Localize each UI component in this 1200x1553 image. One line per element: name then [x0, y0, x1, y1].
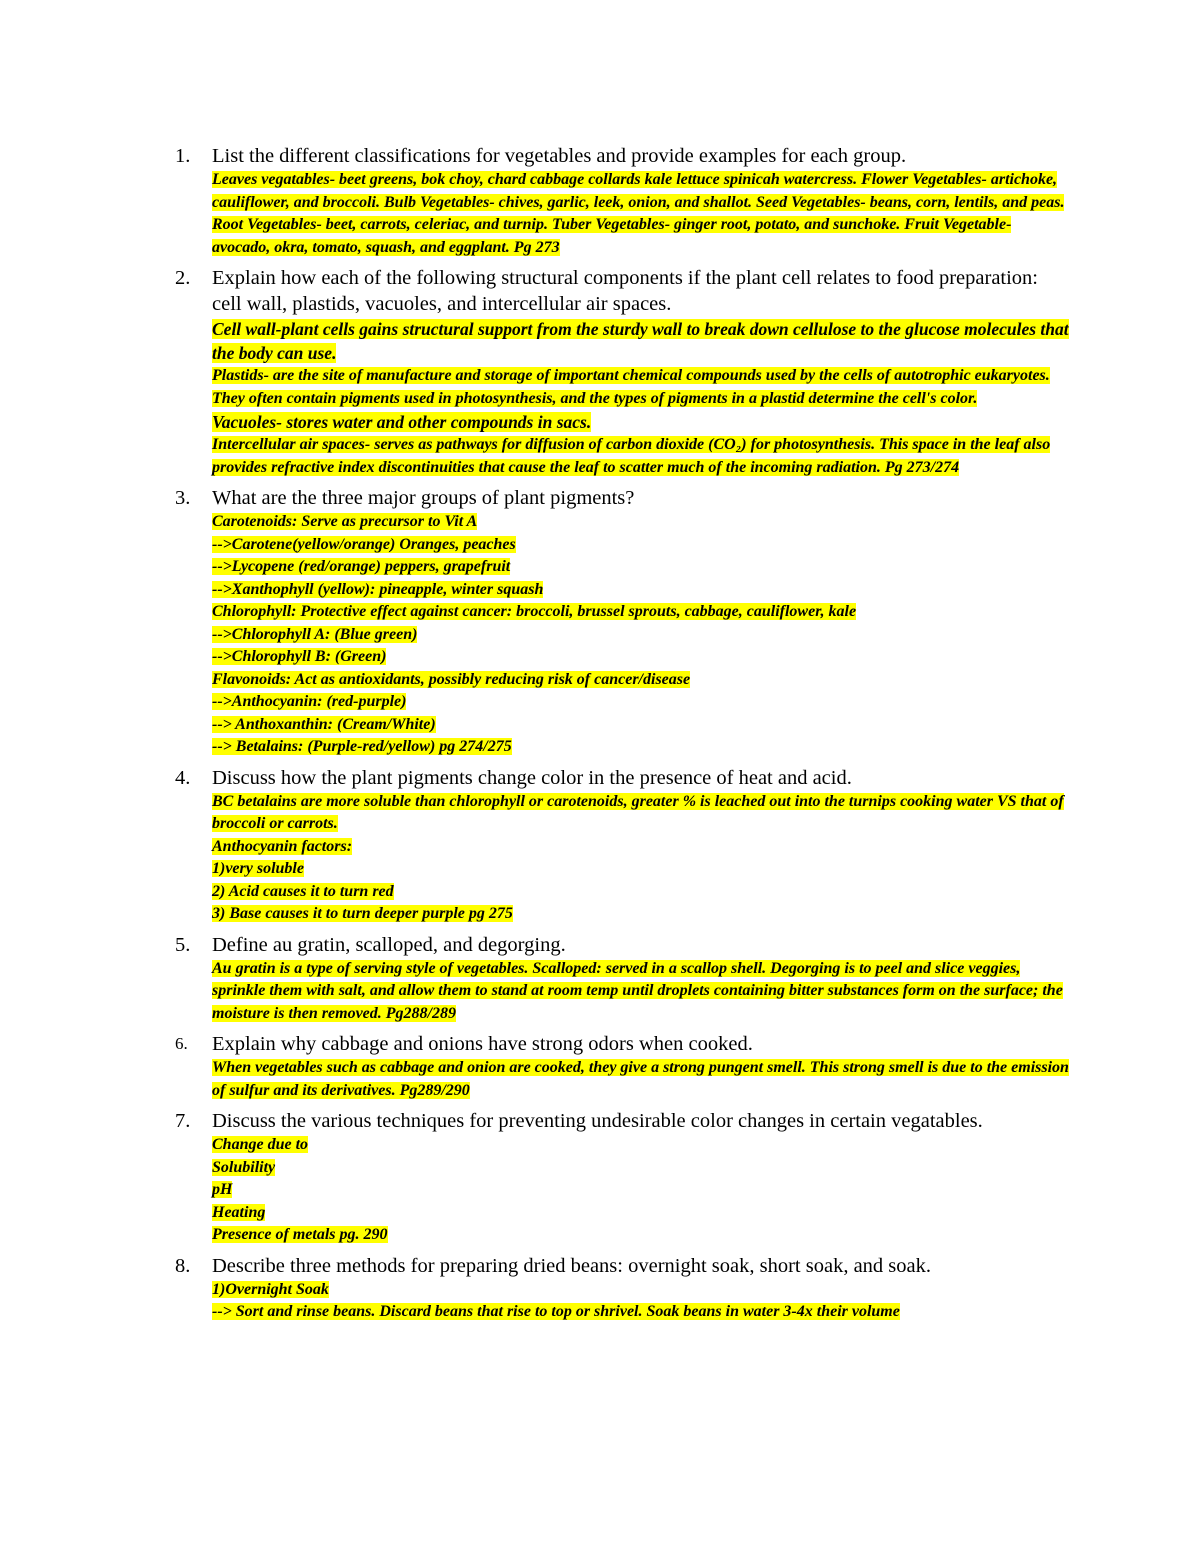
question-list — [172, 143, 1072, 1330]
answer-text — [212, 579, 1072, 602]
highlighted-answer: Intercellular air spaces- serves as pathways for diffusion of carbon dioxide (CO₂) for photosynthesis. This space in the leaf also provides refractive index discontinuities that cause the leaf to scatter much of the incoming radiation. Pg 273/274 — [212, 436, 1051, 476]
question-text: Explain why cabbage and onions have strong odors when cooked. — [212, 1033, 753, 1055]
answer-text — [212, 736, 1072, 759]
question-number: 8. — [175, 1254, 191, 1277]
highlighted-answer: Solubility — [212, 1158, 276, 1176]
highlighted-answer: Plastids- are the site of manufacture and storage of important chemical compounds used by the cells of autotrophic eukaryotes. They often contain pigments used in photosynthesis, and the types of pigments in a plastid determine the cell's color. — [212, 367, 1050, 407]
highlighted-answer: Flavonoids: Act as antioxidants, possibly reducing risk of cancer/disease — [212, 670, 691, 688]
question-item — [172, 1108, 1072, 1247]
highlighted-answer: Presence of metals pg. 290 — [212, 1226, 388, 1243]
answer-text — [212, 601, 1072, 624]
question-item — [172, 485, 1072, 759]
question-text: What are the three major groups of plant pigments? — [212, 487, 635, 509]
question-number: 4. — [175, 766, 191, 789]
highlighted-answer: --> Sort and rinse beans. Discard beans that rise to top or shrivel. Soak beans in water 3-4x their volume — [212, 1303, 900, 1320]
question-item — [172, 1031, 1072, 1102]
answer-text — [212, 791, 1072, 836]
answer-text — [212, 646, 1072, 669]
answer-text — [212, 836, 1072, 859]
question-number: 2. — [175, 267, 191, 289]
highlighted-answer: Leaves vegatables- beet greens, bok choy, chard cabbage collards kale lettuce spinicah watercress. Flower Vegetables- artichoke, cauliflower, and broccoli. Bulb Vegetables- chives, garlic, leek, onion, and shallot. Seed Vegetables- beans, corn, lentils, and peas. Root Vegetables- beet, carrots, celeriac, and turnip. Tuber Vegetables- ginger root, potato, and sunchoke. Fruit Vegetable- avocado, okra, tomato, squash, and eggplant. Pg 273 — [212, 171, 1065, 256]
highlighted-answer: -->Anthocyanin: (red-purple) — [212, 693, 407, 710]
answer-text — [212, 958, 1072, 1026]
highlighted-answer: -->Chlorophyll A: (Blue green) — [212, 625, 418, 643]
answer-text — [212, 169, 1072, 259]
highlighted-answer: Anthocyanin factors: — [212, 837, 353, 855]
question-text: Define au gratin, scalloped, and degorging. — [212, 933, 566, 956]
highlighted-answer: Heating — [212, 1203, 266, 1221]
highlighted-answer: -->Lycopene (red/orange) peppers, grapefruit — [212, 558, 511, 575]
answer-text — [212, 691, 1072, 714]
answer-text — [212, 1301, 1072, 1324]
question-text: Discuss the various techniques for preventing undesirable color changes in certain vegatables. — [212, 1110, 983, 1132]
answer-text — [212, 858, 1072, 881]
answer-text — [212, 534, 1072, 557]
answer-text — [212, 511, 1072, 534]
question-text: Describe three methods for preparing dried beans: overnight soak, short soak, and soak. — [212, 1254, 932, 1277]
question-number: 7. — [175, 1110, 191, 1132]
answer-text — [212, 903, 1072, 926]
answer-text — [212, 714, 1072, 737]
highlighted-answer: -->Carotene(yellow/orange) Oranges, peaches — [212, 535, 516, 553]
highlighted-answer: --> Betalains: (Purple-red/yellow) pg 274/275 — [212, 738, 512, 755]
answer-text — [212, 1057, 1072, 1102]
answer-text — [212, 317, 1072, 365]
question-number: 6. — [175, 1034, 188, 1053]
highlighted-answer: Change due to — [212, 1136, 309, 1153]
question-number: 1. — [175, 145, 191, 167]
highlighted-answer: 1)Overnight Soak — [212, 1280, 329, 1298]
highlighted-answer: 3) Base causes it to turn deeper purple pg 275 — [212, 905, 513, 922]
highlighted-answer: pH — [212, 1181, 233, 1198]
highlighted-answer: BC betalains are more soluble than chlorophyll or carotenoids, greater % is leached out into the turnips cooking water VS that of broccoli or carrots. — [212, 792, 1064, 832]
question-number: 5. — [175, 933, 191, 956]
answer-text — [212, 1157, 1072, 1180]
answer-text — [212, 434, 1072, 479]
highlighted-answer: Vacuoles- stores water and other compounds in sacs. — [212, 412, 592, 432]
highlighted-answer: Au gratin is a type of serving style of vegetables. Scalloped: served in a scallop shell. Degorging is to peel and slice veggies, sprinkle them with salt, and allow them to stand at room temp until droplets containing bitter substances form on the surface; the moisture is then removed. Pg288/289 — [212, 959, 1063, 1022]
question-text: Discuss how the plant pigments change color in the presence of heat and acid. — [212, 766, 852, 789]
question-item — [172, 265, 1072, 479]
highlighted-answer: -->Chlorophyll B: (Green) — [212, 648, 387, 665]
question-text: List the different classifications for vegetables and provide examples for each group. — [212, 145, 907, 167]
answer-text — [212, 624, 1072, 647]
answer-text — [212, 1202, 1072, 1225]
highlighted-answer: Chlorophyll: Protective effect against cancer: broccoli, brussel sprouts, cabbage, cauliflower, kale — [212, 603, 857, 620]
question-item — [172, 143, 1072, 259]
answer-text — [212, 669, 1072, 692]
answer-text — [212, 881, 1072, 904]
answer-text — [212, 1134, 1072, 1157]
highlighted-answer: 1)very soluble — [212, 860, 304, 877]
question-item — [172, 1253, 1072, 1324]
question-item — [172, 932, 1072, 1026]
highlighted-answer: Cell wall-plant cells gains structural support from the sturdy wall to break down cellulose to the glucose molecules that the body can use. — [212, 319, 1069, 363]
spacer — [172, 1324, 1072, 1330]
highlighted-answer: --> Anthoxanthin: (Cream/White) — [212, 715, 436, 733]
question-number: 3. — [175, 487, 191, 509]
answer-text — [212, 1179, 1072, 1202]
highlighted-answer: 2) Acid causes it to turn red — [212, 882, 394, 900]
answer-text — [212, 410, 1072, 434]
answer-text — [212, 1224, 1072, 1247]
highlighted-answer: -->Xanthophyll (yellow): pineapple, winter squash — [212, 580, 544, 598]
answer-text — [212, 1279, 1072, 1302]
highlighted-answer: When vegetables such as cabbage and onion are cooked, they give a strong pungent smell. This strong smell is due to the emission of sulfur and its derivatives. Pg289/290 — [212, 1059, 1069, 1099]
answer-text — [212, 556, 1072, 579]
question-item — [172, 765, 1072, 926]
answer-text — [212, 365, 1072, 410]
highlighted-answer: Carotenoids: Serve as precursor to Vit A — [212, 513, 478, 530]
question-text: Explain how each of the following structural components if the plant cell relates to food preparation: cell wall, plastids, vacuoles, and intercellular air spaces. — [212, 267, 1039, 315]
